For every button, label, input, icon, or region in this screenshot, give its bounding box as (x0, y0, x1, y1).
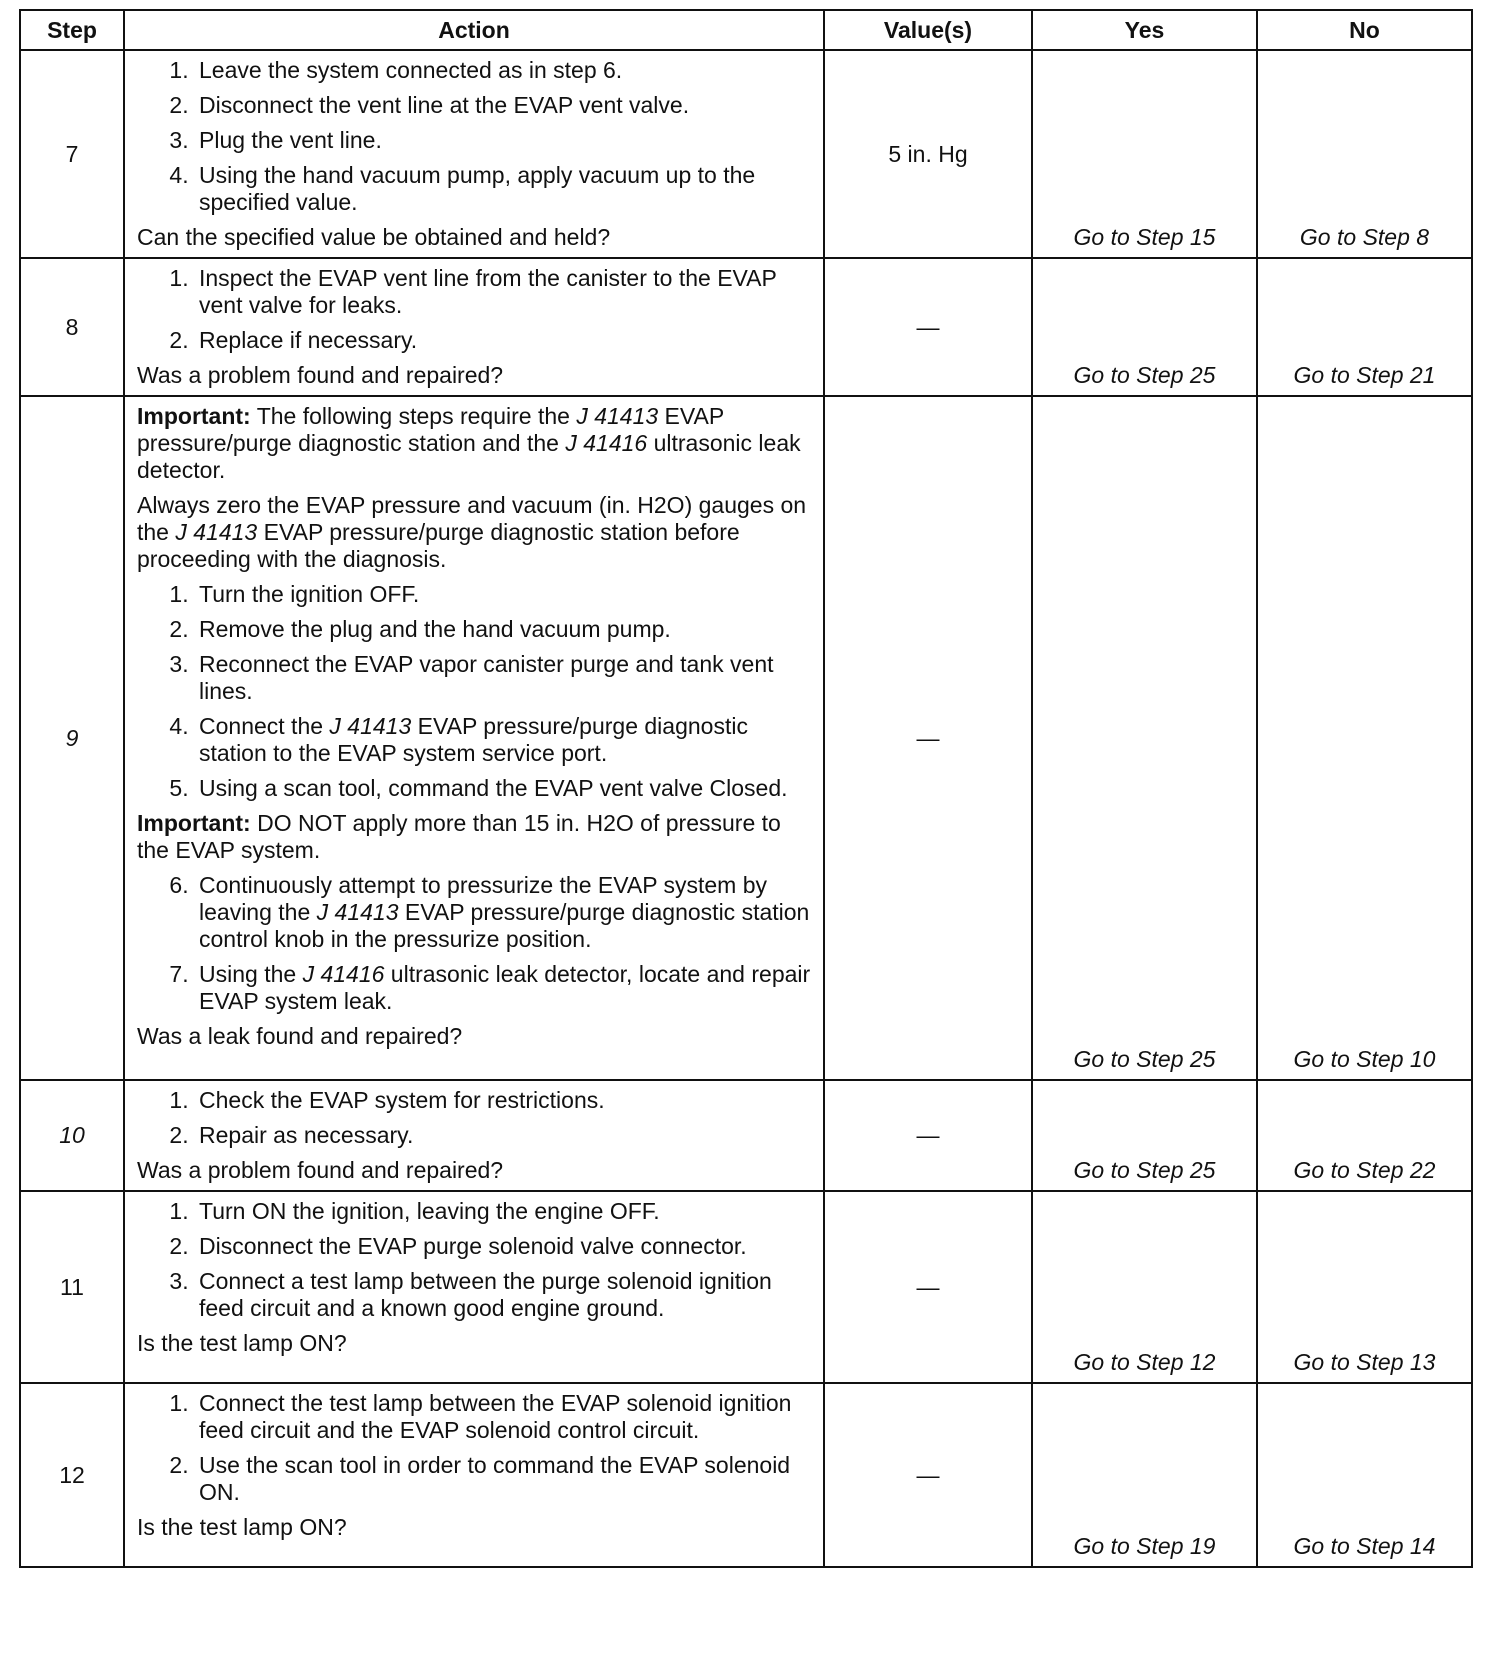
action-question: Was a problem found and repaired? (137, 1157, 504, 1183)
action-cell (124, 1383, 824, 1567)
action-steps (137, 581, 813, 802)
step-number: 9 (20, 396, 124, 1080)
action-step: 5. Using a scan tool, command the EVAP vent valve Closed. (195, 775, 813, 802)
step-text: EVAP pressure/purge diagnostic station to the EVAP system service port. (199, 713, 748, 766)
action-step: 4. Using the hand vacuum pump, apply vacuum up to the specified value. (195, 162, 813, 216)
action-cell (124, 1080, 824, 1191)
action-step (195, 713, 813, 767)
yes-link[interactable]: Go to Step 15 (1032, 50, 1257, 258)
no-link[interactable]: Go to Step 10 (1257, 396, 1472, 1080)
header-step: Step (20, 10, 124, 50)
step-text: EVAP pressure/purge diagnostic station control knob in the pressurize position. (199, 899, 810, 952)
zero-gauges-note (137, 492, 813, 573)
action-step: 2. Repair as necessary. (195, 1122, 813, 1149)
table-row (20, 1191, 1472, 1383)
note-text: DO NOT apply more than 15 in. H2O of pressure to the EVAP system. (137, 810, 781, 863)
action-cell (124, 50, 824, 258)
note-text: The following steps require the (250, 403, 577, 429)
value-cell: — (824, 1080, 1032, 1191)
header-row (20, 10, 1472, 50)
action-step: 2. Use the scan tool in order to command the EVAP solenoid ON. (195, 1452, 813, 1506)
yes-link[interactable]: Go to Step 25 (1032, 396, 1257, 1080)
action-steps (137, 872, 813, 1015)
tool-number: J 41416 (565, 430, 648, 456)
header-action: Action (124, 10, 824, 50)
action-step: 1. Connect the test lamp between the EVAP solenoid ignition feed circuit and the EVAP solenoid control circuit. (195, 1390, 813, 1444)
step-text: ultrasonic leak detector, locate and repair EVAP system leak. (199, 961, 811, 1014)
table-row (20, 50, 1472, 258)
note-text: ultrasonic leak detector. (137, 430, 801, 483)
table-row (20, 1080, 1472, 1191)
action-step: 1. Check the EVAP system for restrictions. (195, 1087, 813, 1114)
value-cell: — (824, 396, 1032, 1080)
action-step: 1. Inspect the EVAP vent line from the canister to the EVAP vent valve for leaks. (195, 265, 813, 319)
no-link[interactable]: Go to Step 14 (1257, 1383, 1472, 1567)
action-steps (137, 1390, 813, 1506)
step-text: Using the (199, 961, 303, 987)
action-step: 1. Turn ON the ignition, leaving the engine OFF. (195, 1198, 813, 1225)
value-cell: — (824, 1191, 1032, 1383)
no-link[interactable]: Go to Step 8 (1257, 50, 1472, 258)
action-step: 2. Replace if necessary. (195, 327, 813, 354)
action-steps (137, 1087, 813, 1149)
header-no: No (1257, 10, 1472, 50)
action-cell (124, 396, 824, 1080)
important-label: Important: (137, 810, 251, 836)
action-step: 2. Remove the plug and the hand vacuum pump. (195, 616, 813, 643)
yes-link[interactable]: Go to Step 25 (1032, 258, 1257, 396)
yes-link[interactable]: Go to Step 25 (1032, 1080, 1257, 1191)
action-step: 1. Turn the ignition OFF. (195, 581, 813, 608)
tool-number: J 41413 (316, 899, 399, 925)
header-values: Value(s) (824, 10, 1032, 50)
table-row (20, 396, 1472, 1080)
action-step: 3. Reconnect the EVAP vapor canister purge and tank vent lines. (195, 651, 813, 705)
important-note (137, 403, 813, 484)
note-text: Always zero the EVAP pressure and vacuum (in. H2O) gauges on the (137, 492, 807, 545)
action-steps (137, 1198, 813, 1322)
action-cell (124, 258, 824, 396)
step-number: 11 (20, 1191, 124, 1383)
tool-number: J 41413 (175, 519, 258, 545)
step-number: 12 (20, 1383, 124, 1567)
action-step (195, 961, 813, 1015)
step-text: Continuously attempt to pressurize the EVAP system by leaving the (199, 872, 768, 925)
action-question: Was a problem found and repaired? (137, 362, 504, 388)
note-text: EVAP pressure/purge diagnostic station before proceeding with the diagnosis. (137, 519, 740, 572)
action-step: 2. Disconnect the vent line at the EVAP vent valve. (195, 92, 813, 119)
value-cell: — (824, 1383, 1032, 1567)
table-row (20, 1383, 1472, 1567)
table-row (20, 258, 1472, 396)
yes-link[interactable]: Go to Step 19 (1032, 1383, 1257, 1567)
no-link[interactable]: Go to Step 21 (1257, 258, 1472, 396)
tool-number: J 41416 (302, 961, 385, 987)
tool-number: J 41413 (576, 403, 659, 429)
action-step: 1. Leave the system connected as in step 6. (195, 57, 813, 84)
action-question: Can the specified value be obtained and held? (137, 224, 611, 250)
action-steps (137, 265, 813, 354)
action-step: 3. Connect a test lamp between the purge solenoid ignition feed circuit and a known good engine ground. (195, 1268, 813, 1322)
step-number: 8 (20, 258, 124, 396)
no-link[interactable]: Go to Step 13 (1257, 1191, 1472, 1383)
action-step: 2. Disconnect the EVAP purge solenoid valve connector. (195, 1233, 813, 1260)
action-question: Is the test lamp ON? (137, 1330, 347, 1356)
header-yes: Yes (1032, 10, 1257, 50)
action-step: 3. Plug the vent line. (195, 127, 813, 154)
action-steps (137, 57, 813, 216)
no-link[interactable]: Go to Step 22 (1257, 1080, 1472, 1191)
note-text: EVAP pressure/purge diagnostic station and the (137, 403, 724, 456)
step-number: 7 (20, 50, 124, 258)
action-question: Is the test lamp ON? (137, 1514, 347, 1540)
action-question: Was a leak found and repaired? (137, 1023, 463, 1049)
important-label: Important: (137, 403, 251, 429)
step-text: Connect the (199, 713, 330, 739)
tool-number: J 41413 (329, 713, 412, 739)
yes-link[interactable]: Go to Step 12 (1032, 1191, 1257, 1383)
action-step (195, 872, 813, 953)
important-note (137, 810, 813, 864)
step-number: 10 (20, 1080, 124, 1191)
diagnostic-table (19, 9, 1473, 1568)
value-cell: — (824, 258, 1032, 396)
action-cell (124, 1191, 824, 1383)
value-cell: 5 in. Hg (824, 50, 1032, 258)
